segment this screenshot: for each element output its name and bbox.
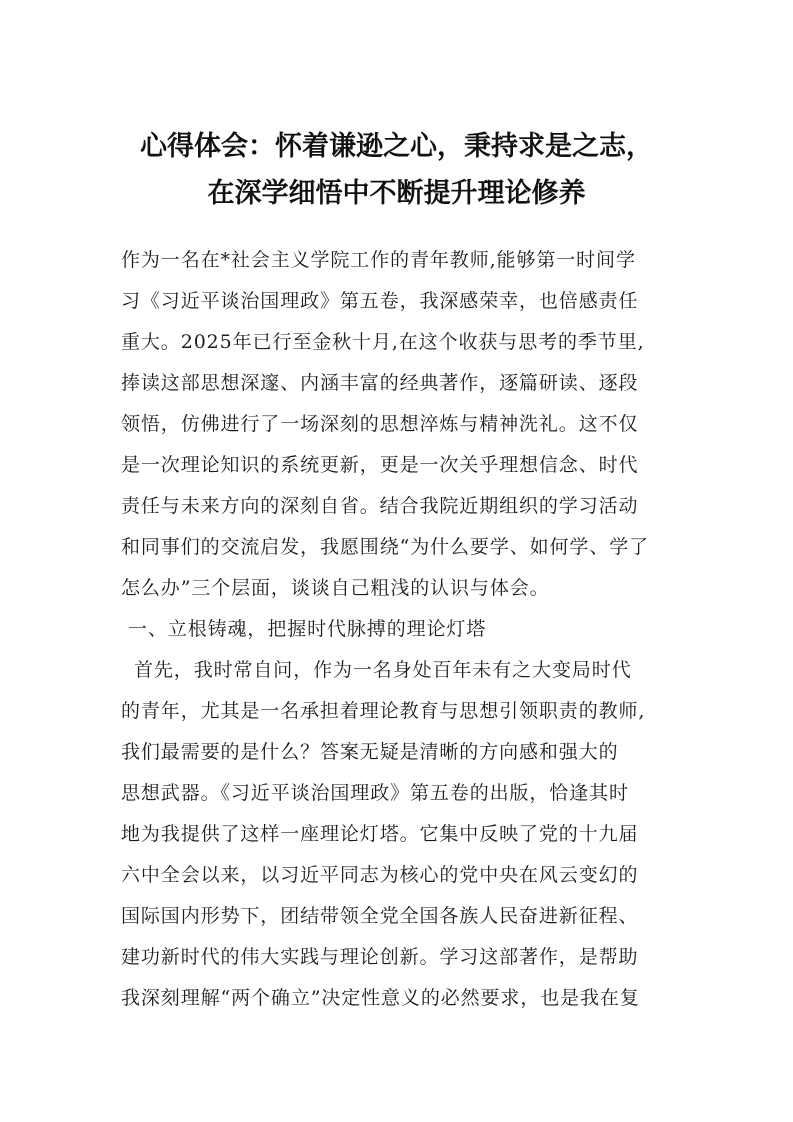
- paragraph-2-line-9: 我深刻理解“两个确立”决定性意义的必然要求，也是我在复: [121, 987, 640, 1009]
- paragraph-2-line-4: 思想武器。《习近平谈治国理政》第五卷的出版，恰逢其时: [121, 782, 629, 804]
- paragraph-1-line-5: 领悟，仿佛进行了一场深刻的思想淬炼与精神洗礼。这不仅: [121, 413, 639, 435]
- paragraph-1-line-6: 是一次理论知识的系统更新，更是一次关乎理想信念、时代: [121, 454, 639, 476]
- paragraph-2-line-2: 的青年，尤其是一名承担着理论教育与思想引领职责的教师,: [121, 700, 646, 722]
- paragraph-2-line-3: 我们最需要的是什么？答案无疑是清晰的方向感和强大的: [121, 741, 619, 763]
- paragraph-1-line-3: 重大。2025年已行至金秋十月,在这个收获与思考的季节里,: [121, 331, 645, 353]
- paragraph-1-line-4: 捧读这部思想深邃、内涵丰富的经典著作，逐篇研读、逐段: [121, 372, 639, 394]
- paragraph-2-line-5: 地为我提供了这样一座理论灯塔。它集中反映了党的十九届: [121, 823, 639, 845]
- paragraph-1-line-7: 责任与未来方向的深刻自省。结合我院近期组织的学习活动: [121, 495, 639, 517]
- paragraph-1-line-1: 作为一名在*社会主义学院工作的青年教师,能够第一时间学: [121, 249, 636, 271]
- paragraph-2-line-1: 首先，我时常自问，作为一名身处百年未有之大变局时代: [134, 659, 632, 681]
- paragraph-1-line-9: 怎么办”三个层面，谈谈自己粗浅的认识与体会。: [121, 577, 550, 599]
- document-title-line-2: 在深学细悟中不断提升理论修养: [207, 178, 586, 209]
- paragraph-2-line-7: 国际国内形势下，团结带领全党全国各族人民奋进新征程、: [121, 905, 639, 927]
- paragraph-1-line-8: 和同事们的交流启发，我愿围绕“为什么要学、如何学、学了: [121, 536, 650, 558]
- document-title-line-1: 心得体会：怀着谦逊之心，秉持求是之志，: [140, 131, 653, 162]
- paragraph-2-line-6: 六中全会以来，以习近平同志为核心的党中央在风云变幻的: [121, 864, 639, 886]
- paragraph-2-line-8: 建功新时代的伟大实践与理论创新。学习这部著作，是帮助: [121, 946, 639, 968]
- section-heading-1: 一、立根铸魂，把握时代脉搏的理论灯塔: [128, 618, 487, 640]
- paragraph-1-line-2: 习《习近平谈治国理政》第五卷，我深感荣幸，也倍感责任: [121, 290, 639, 312]
